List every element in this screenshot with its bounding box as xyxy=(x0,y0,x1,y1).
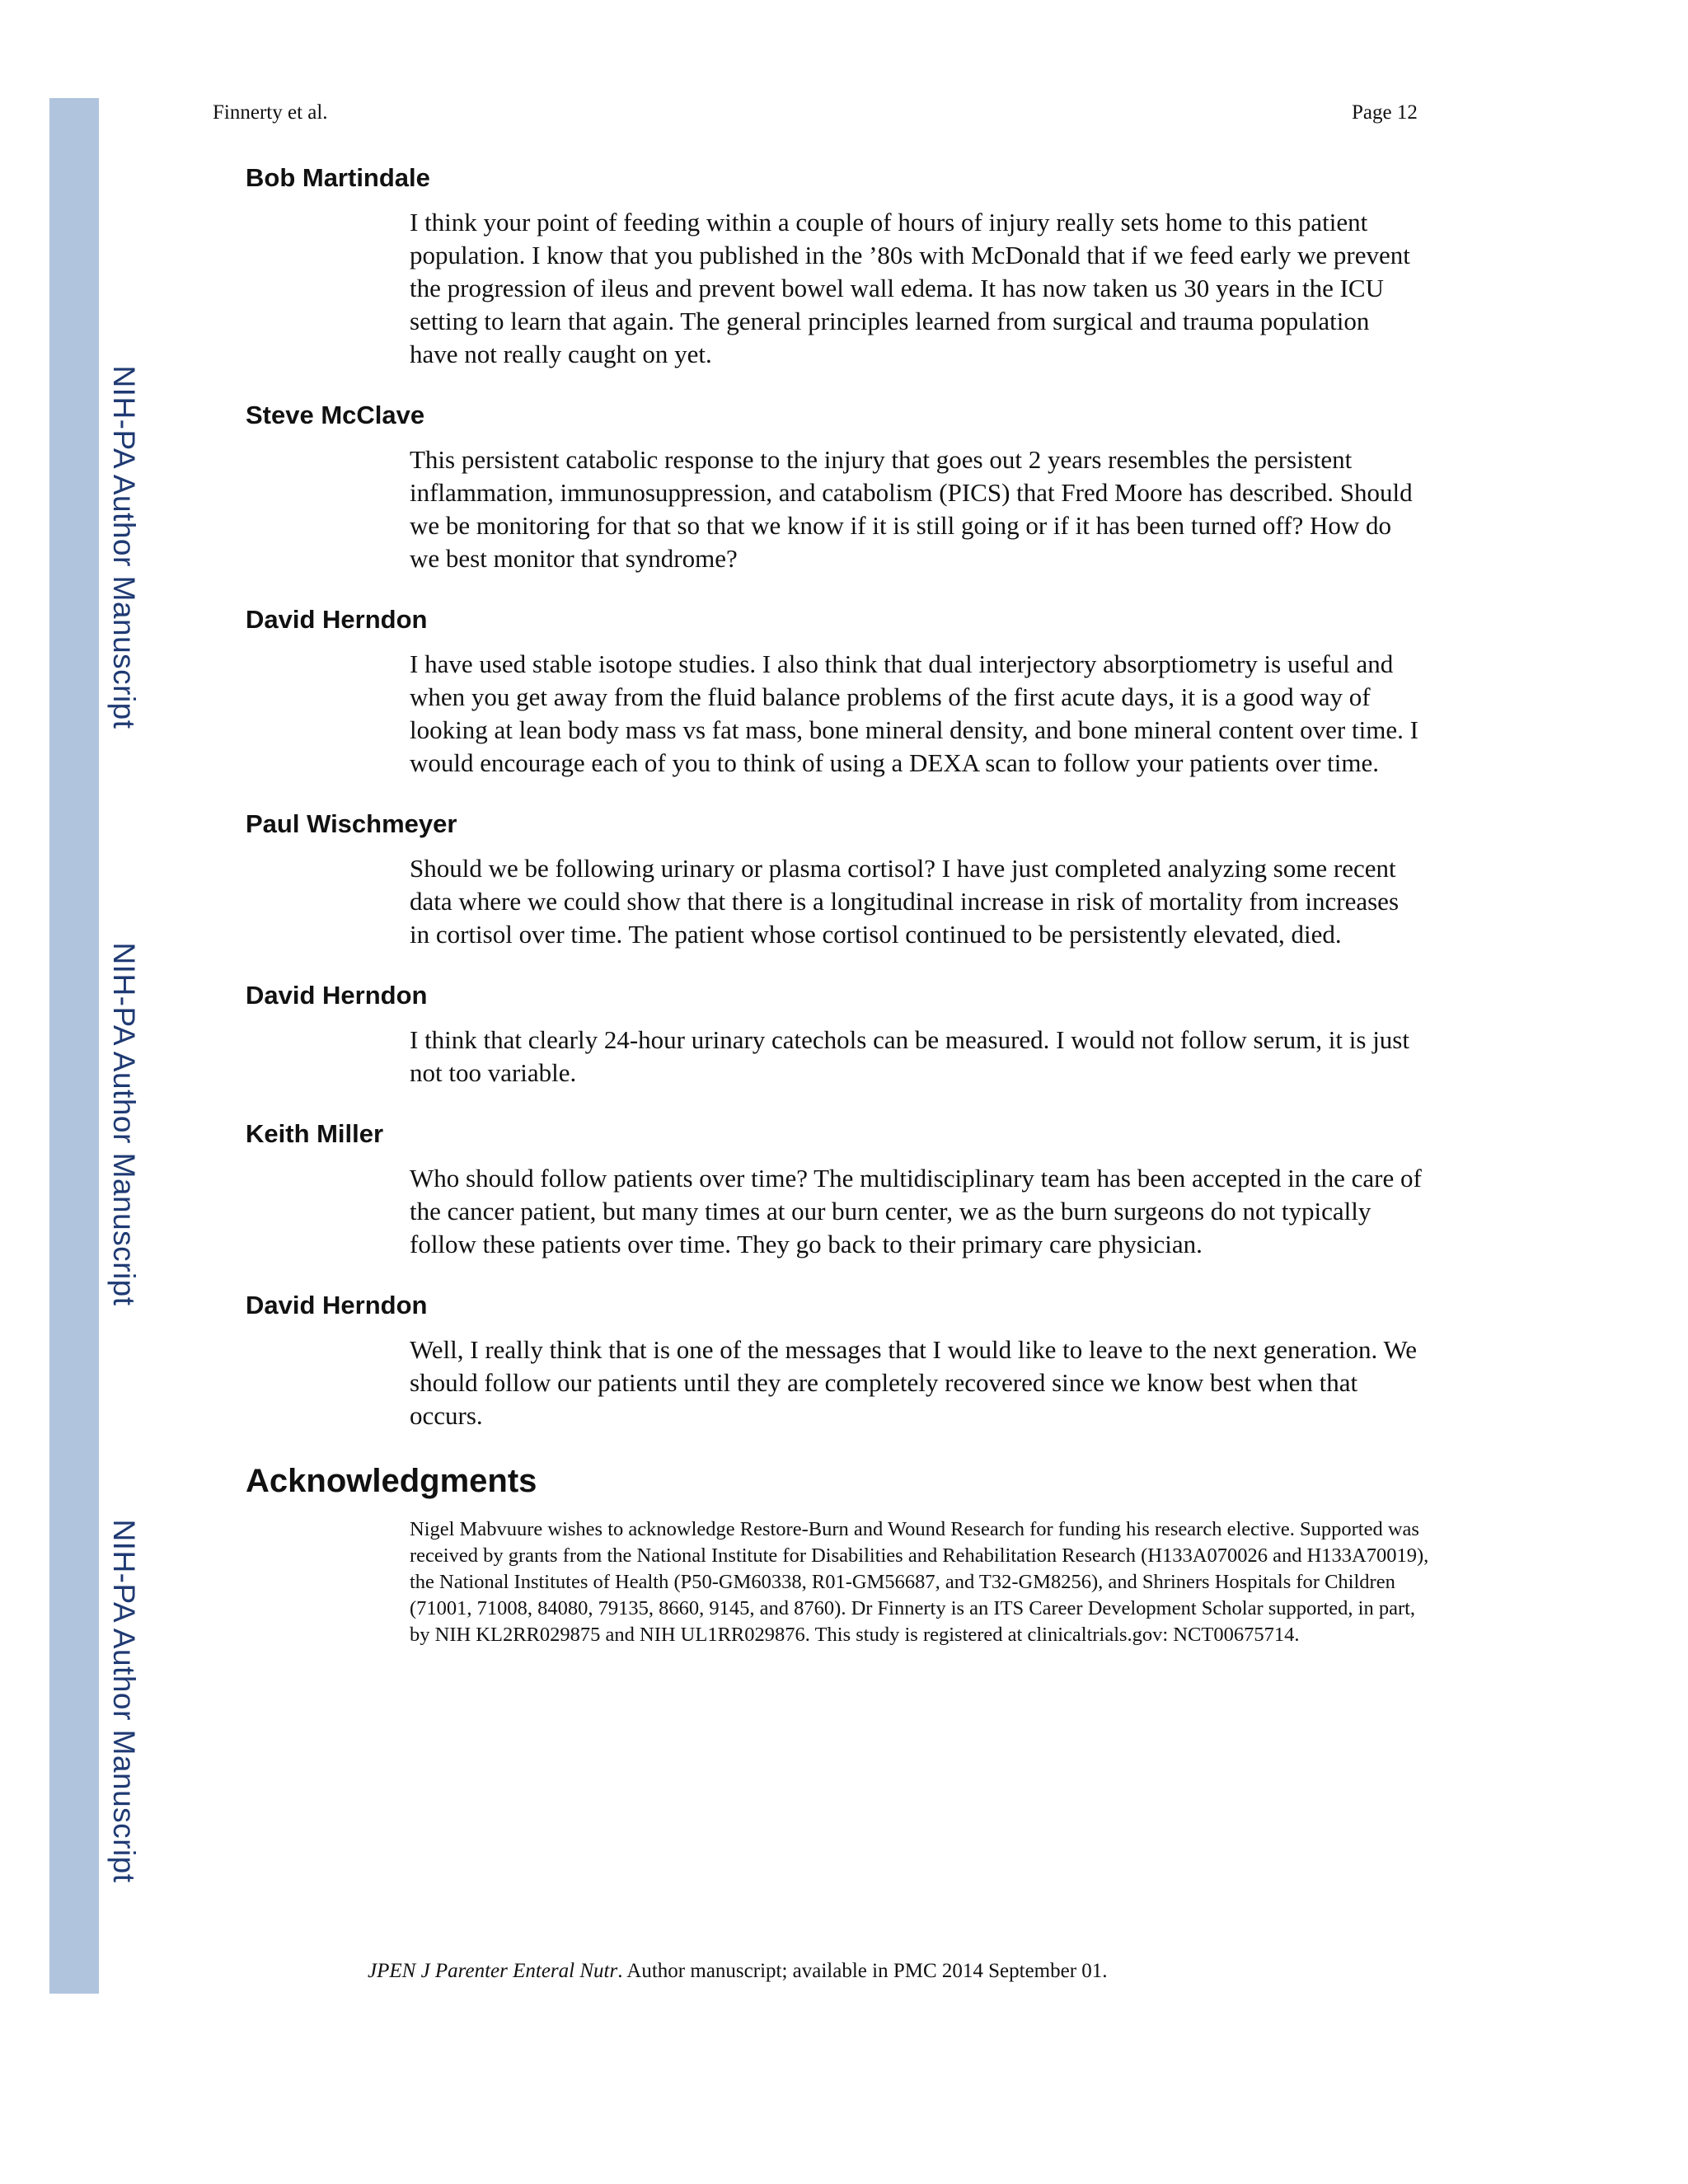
page-footer xyxy=(368,1960,1108,1983)
speaker-name: Keith Miller xyxy=(246,1119,384,1148)
speaker-remark: I have used stable isotope studies. I also think that dual interjectory absorptiometry is useful and when you get away from the fluid balance problems of the first acute days, it is a good way of looking at lean body mass vs fat mass, bone mineral density, and bone mineral content over time. I would encourage each of you to think of using a DEXA scan to follow your patients over time. xyxy=(410,649,1418,777)
acknowledgments-text: Nigel Mabvuure wishes to acknowledge Restore-Burn and Wound Research for funding his research elective. Supported was received by grants from the National Institute for Disabilities and Rehabilitation Research (H133A070026 and H133A70019), the National Institutes of Health (P50-GM60338, R01-GM56687, and T32-GM8256), and Shriners Hospitals for Children (71001, 71008, 84080, 79135, 8660, 9145, and 8760). Dr Finnerty is an ITS Career Development Scholar supported, in part, by NIH KL2RR029875 and NIH UL1RR029876. This study is registered at clinicaltrials.gov: NCT00675714. xyxy=(410,1518,1429,1646)
dialogue-entry xyxy=(246,399,1424,575)
sidebar-label-middle: NIH-PA Author Manuscript xyxy=(107,942,141,1306)
speaker-remark: Well, I really think that is one of the messages that I would like to leave to the next generation. We should follow our patients until they are completely recovered since we know best when that occurs. xyxy=(410,1335,1418,1430)
running-header-authors: Finnerty et al. xyxy=(213,101,328,124)
dialogue-entry xyxy=(246,603,1424,780)
dialogue-entry xyxy=(246,979,1424,1090)
nih-sidebar xyxy=(49,98,141,1994)
speaker-name: David Herndon xyxy=(246,1291,428,1319)
speaker-remark: Should we be following urinary or plasma cortisol? I have just completed analyzing some recent data where we could show that there is a longitudinal increase in risk of mortality from increases in cortisol over time. The patient whose cortisol continued to be persistently elevated, died. xyxy=(410,854,1400,949)
dialogue-entry xyxy=(246,162,1424,371)
main-content xyxy=(246,162,1429,1648)
dialogue-entry xyxy=(246,1289,1424,1432)
speaker-name: Bob Martindale xyxy=(246,163,430,192)
speaker-remark: I think that clearly 24-hour urinary catechols can be measured. I would not follow serum, it is just not too variable. xyxy=(410,1025,1409,1087)
speaker-remark: Who should follow patients over time? The multidisciplinary team has been accepted in the care of the cancer patient, but many times at our burn center, we as the burn surgeons do not typically follow these patients over time. They go back to their primary care physician. xyxy=(410,1164,1422,1258)
footer-journal: JPEN J Parenter Enteral Nutr xyxy=(368,1960,618,1982)
sidebar-label-top: NIH-PA Author Manuscript xyxy=(107,365,141,729)
speaker-name: David Herndon xyxy=(246,981,428,1010)
speaker-name: David Herndon xyxy=(246,605,428,634)
footer-availability: . Author manuscript; available in PMC 2014 September 01. xyxy=(617,1960,1108,1982)
speaker-remark: This persistent catabolic response to the injury that goes out 2 years resembles the persistent inflammation, immunosuppression, and catabolism (PICS) that Fred Moore has described. Should we be monitoring for that so that we know if it is still going or if it has been turned off? How do we best monitor that syndrome? xyxy=(410,445,1413,573)
acknowledgments-heading: Acknowledgments xyxy=(246,1463,537,1499)
dialogue-entry xyxy=(246,1118,1424,1261)
speaker-remark: I think your point of feeding within a couple of hours of injury really sets home to this patient population. I know that you published in the ’80s with McDonald that if we feed early we prevent the progression of ileus and prevent bowel wall edema. It has now taken us 30 years in the ICU setting to learn that again. The general principles learned from surgical and trauma population have not really caught on yet. xyxy=(410,208,1410,368)
dialogue-entry xyxy=(246,808,1424,951)
speaker-name: Paul Wischmeyer xyxy=(246,809,457,838)
sidebar-label-bottom: NIH-PA Author Manuscript xyxy=(107,1519,141,1883)
speaker-name: Steve McClave xyxy=(246,401,425,429)
page-number: Page 12 xyxy=(1352,101,1418,124)
